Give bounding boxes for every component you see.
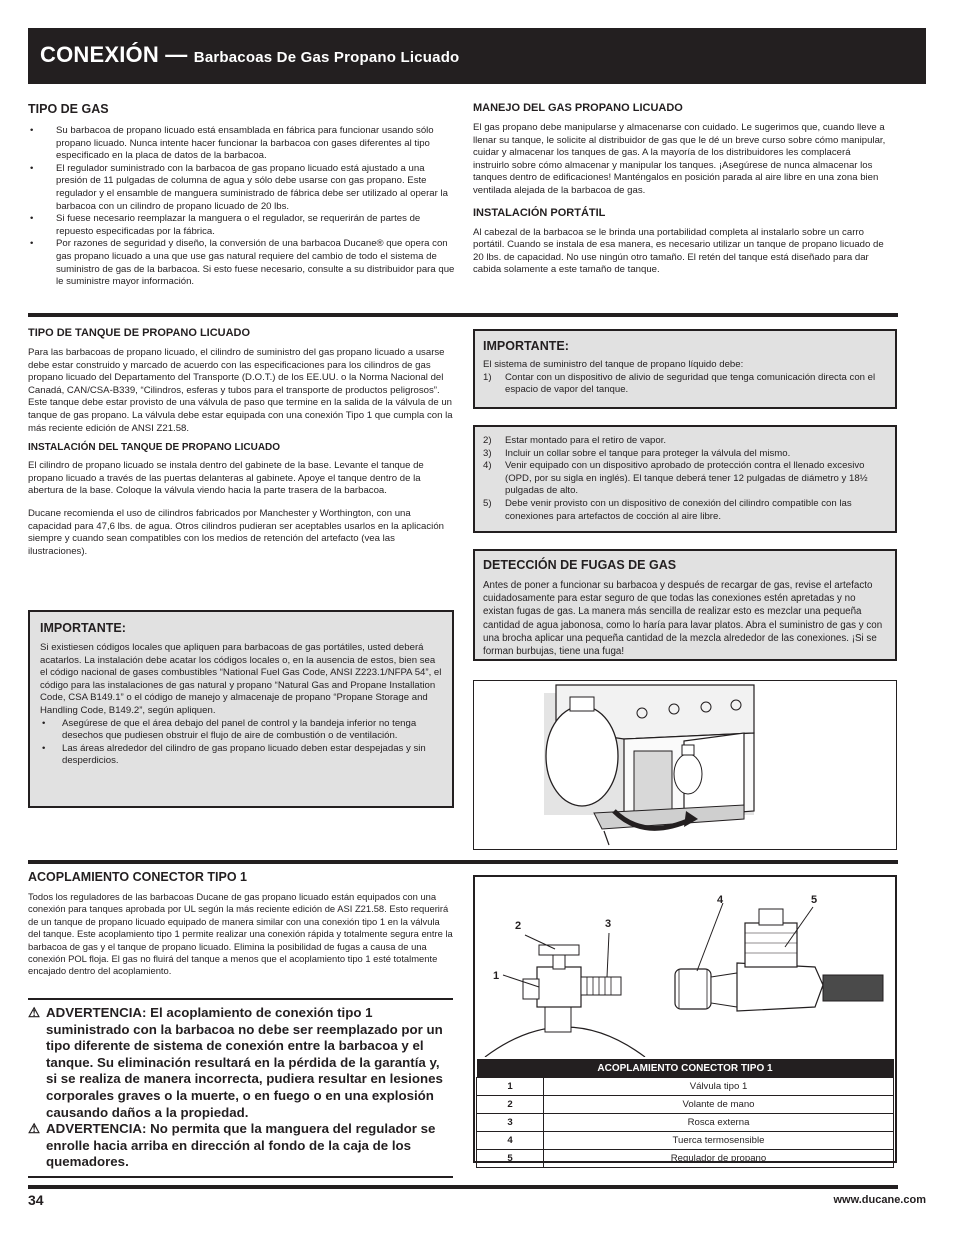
list-item: 1) Contar con un dispositivo de alivio de seguridad que tenga comunicación directa con el espacio de vapor del tanque. [483,371,876,396]
paragraph: Todos los reguladores de las barbacoas Ducane de gas propano licuado están equipados con una conexión para tanques aprobada por UL según la más reciente edición de ASI Z21.58. Esto requerirá de un tanque de propano licuado equipado de manera similar con una conexión tipo 1 en la válvula del tanque. Este acoplamiento tipo 1 permite realizar una conexión rápida y totalmente segura entre la barbacoa de gas y el tanque de propano licuado. Elimina la posibilidad de fugas a causa de una conexión POL floja. El gas no fluirá del tanque a menos que el acoplamiento tipo 1 esté totalmente encajado dentro del acoplamiento. [28,891,453,977]
list-item: 2) Estar montado para el retiro de vapor. [483,435,667,446]
callout-5: 5 [811,894,818,906]
requisitos-box [473,425,897,533]
divider [28,998,453,1000]
page-subtitle: Barbacoas De Gas Propano Licuado [193,49,460,66]
page-title: CONEXIÓN — Barbacoas De Gas Propano Licuado [40,42,460,67]
section-acoplamiento [28,870,453,978]
section-manejo [473,102,889,277]
connector-diagram [475,877,895,1057]
callout-1: 1 [493,970,500,982]
section-tipo-gas [28,102,456,289]
paragraph: El sistema de suministro del tanque de propano líquido debe: [483,359,744,370]
paragraph: Para las barbacoas de propano licuado, el cilindro de suministro del gas propano licuado a usarse debe estar construido y marcado de acuerdo con las especificaciones para los cilindros de gas propano licuado del Departamento del Transporte (D.O.T.) de los EE.UU. o la Norma Nacional del Canadá, CAN/CSA-B339, “Cilindros, esferas y tubos para el transporte de productos peligrosos”. Este tanque debe estar provisto de una válvula de paso que termine en la salida de la válvula de un tanque de gas propano. La válvula debe estar equipada con una conexión Tipo 1 que cumpla con la más reciente edición de ANSI Z21.58. [28,347,453,434]
section-title: INSTALACIÓN PORTÁTIL [473,206,606,219]
page-number: 34 [28,1192,44,1208]
connector-diagram-box [473,875,897,1163]
table-row: 3 Rosca externa [477,1114,894,1132]
list-item: • Asegúrese de que el área debajo del panel de control y la bandeja inferior no tenga desechos que pudiesen obstruir el flujo de aire de combustión o de ventilación. [40,718,442,743]
section-title: ACOPLAMIENTO CONECTOR TIPO 1 [28,870,248,884]
illustration-box [473,680,897,850]
section-title: TIPO DE TANQUE DE PROPANO LICUADO [28,327,251,339]
table-row: 2 Volante de mano [477,1096,894,1114]
warnings [28,1005,453,1171]
box-title: DETECCIÓN DE FUGAS DE GAS [483,558,677,572]
divider [28,860,898,864]
warning-triangle-icon: ⚠ [28,1005,40,1020]
box-title: IMPORTANTE: [40,621,126,635]
list-item: 5) Debe venir provisto con un dispositivo de conexión del cilindro compatible con las conexiones para artefactos de cocción al aire libre. [483,497,852,522]
box-title: IMPORTANTE: [483,339,569,353]
list-item: • Las áreas alrededor del cilindro de gas propano licuado deben estar despejadas y sin desperdicios. [40,743,442,768]
list-item: 3) Incluir un collar sobre el tanque para proteger la válvula del mismo. [483,447,791,459]
bullet-list [40,718,442,768]
list-item: 4) Venir equipado con un dispositivo aprobado de protección contra el llenado excesivo (OPD, por su sigla en inglés). El tanque deberá tener 12 pulgadas de diámetro y 18½ pulgadas de alto. [483,460,868,497]
warning-triangle-icon: ⚠ [28,1121,40,1137]
page-header [28,28,926,84]
list-item: • Por razones de seguridad y diseño, la conversión de una barbacoa Ducane® que opera con gas propano licuado a una que use gas natural requiere del cambio de todo el sistema de suministro de gas de la barbacoa. Si esto fuese necesario, consulte a su distribuidor para que le suministre mayor información. [28,238,456,288]
paragraph: Al cabezal de la barbacoa se le brinda una portabilidad completa al instalarlo sobre un carro portátil. Cuando se instala de esa manera, es necesario utilizar un tanque de propano licuado de 20 lbs. de capacidad. No use ningún otro tamaño. El retén del tanque está diseñado para dar cabida solamente a este tamaño de tanque. [473,226,884,276]
paragraph: Ducane recomienda el uso de cilindros fabricados por Manchester y Worthington, con una capacidad para 47,6 lbs. de agua. Otros cilindros pudieran ser aceptables usarlos en la aplicación siempre y cuando sean compatibles con los medios de retención del artefacto (vea las ilustraciones). [28,507,444,557]
importante-box-left [28,610,454,808]
section-title: MANEJO DEL GAS PROPANO LICUADO [473,102,683,114]
bullet-list [28,125,456,289]
numbered-list [483,435,887,523]
table-title: ACOPLAMIENTO CONECTOR TIPO 1 [477,1059,894,1078]
callout-2: 2 [515,920,522,932]
footer-divider [28,1185,898,1189]
importante-box-right [473,329,897,409]
fugas-box [473,549,897,661]
section-tipo-tanque [28,327,453,558]
parts-table [476,1059,894,1168]
list-item: • Su barbacoa de propano licuado está ensamblada en fábrica para funcionar usando sólo propano licuado. Nunca intente hacer funcionar la barbacoa con gases diferentes al tipo especificado en la placa de datos de la barbacoa. [28,125,456,163]
paragraph: Si existiesen códigos locales que apliquen para barbacoas de gas portátiles, usted deberá acatarlos. La instalación debe acatar los códigos locales o, en la ausencia de estos, bien sea el código nacional de gases combustibles “National Fuel Gas Code, ANSI Z223.1/NFPA 54”, el código para las instalaciones de gas natural y propano “Natural Gas and Propane Installation Code, CSA B149.1” o el código de manejo y almacenaje de propano “Propane Storage and Handling Code, B149.2”, según apliquen. [40,642,442,716]
website-link[interactable]: www.ducane.com [833,1194,926,1206]
table-row: 4 Tuerca termosensible [477,1132,894,1150]
list-item: • El regulador suministrado con la barbacoa de gas propano licuado está ajustado a una presión de 11 pulgadas de columna de agua y sólo debe usarse con gas propano. Este regulador y el ensamble de manguera suministrado de fábrica debe ser utilizado al operar la barbacoa con un cilindro de propano licuado de 20 lbs. [28,163,456,213]
warning-item: ⚠ ADVERTENCIA: No permita que la manguera del regulador se enrolle hacia arriba en dirección al fondo de la caja de los quemadores. [28,1121,436,1170]
table-row: 5 Regulador de propano [477,1150,894,1168]
paragraph: El gas propano debe manipularse y almacenarse con cuidado. Le sugerimos que, cuando lleve a llenar su tanque, le solicite al distribuidor de gas que le dé un breve curso sobre cómo manipular, cuidar y almacenar los tanques de gas. A la mayoría de los distribuidores les complacerá instruirlo sobre cómo almacenar y manipular los tanques. ¡Asegúrese de nunca almacenar los tanques dentro de edificaciones! Manténgalos en posición parada al aire libre en una zona bien ventilada alejada de la barbacoa de gas. [473,122,886,196]
paragraph: El cilindro de propano licuado se instala dentro del gabinete de la base. Levante el tanque de propano licuado a través de las puertas delanteras al gabinete. Apoye el tanque dentro de la abertura de la base. Coloque la válvula viendo hacia la parte trasera de la barbacoa. [28,460,424,497]
table-row: 1 Válvula tipo 1 [477,1078,894,1096]
warning-item: ⚠ ADVERTENCIA: El acoplamiento de conexión tipo 1 suministrado con la barbacoa no debe ser reemplazado por un tipo diferente de sistema de conexión entre la barbacoa y el tanque. Su eliminación resultará en la pérdida de la garantía y, si se realiza de manera incorrecta, pudiera resultar en lesiones corporales graves o la muerte, o en fuego o en una explosión causando daños a la propiedad. [28,1005,443,1120]
divider [28,313,898,317]
list-item: • Si fuese necesario reemplazar la manguera o el regulador, se requerirán de partes de repuesto especificadas por la fábrica. [28,213,456,238]
section-title: TIPO DE GAS [28,102,109,116]
section-title: INSTALACIÓN DEL TANQUE DE PROPANO LICUADO [28,442,281,454]
callout-4: 4 [717,894,724,906]
callout-3: 3 [605,918,612,930]
grill-cabinet-illustration [474,681,896,849]
divider [28,1176,453,1178]
paragraph: Antes de poner a funcionar su barbacoa y después de recargar de gas, revise el artefacto cuidadosamente para estar seguro de que todas las conexiones estén apretadas y no existan fugas de gas. La manera más sencilla de realizar esto es mezclar una pequeña cantidad de agua jabonosa, como lo haría para lavar platos. Abra el suministro de gas y con una brocha aplicar una pequeña cantidad de la mezcla alrededor de las conexiones. ¡Si se forman burbujas, tiene una fuga! [483,580,883,658]
numbered-list [483,372,887,397]
